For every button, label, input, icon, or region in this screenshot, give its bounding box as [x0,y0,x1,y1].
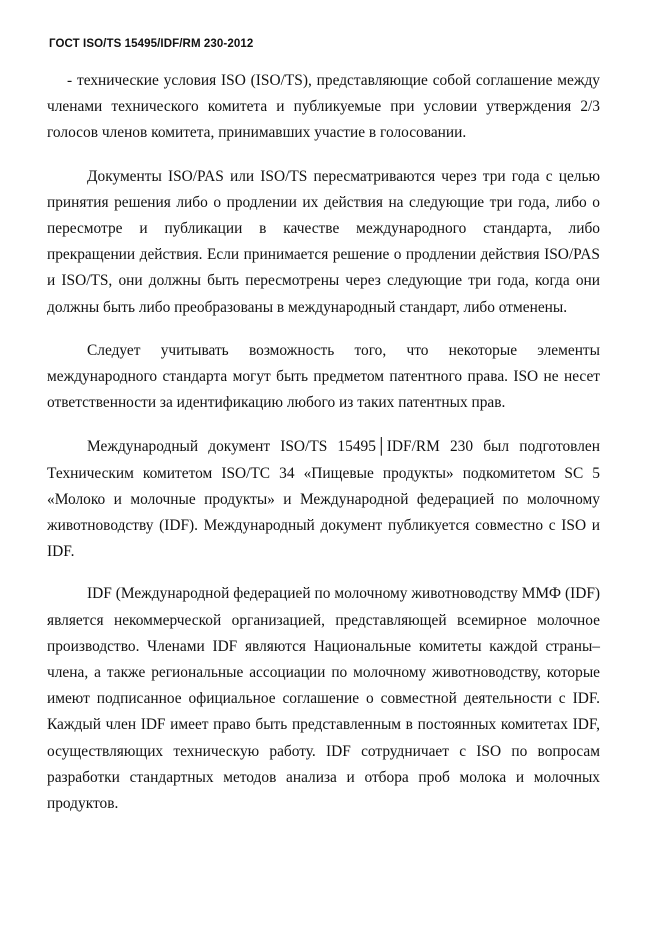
paragraph-idf-description: IDF (Международной федерацией по молочному животноводству ММФ (IDF) является некоммерческой организацией, представляющей всемирное молочное производство. Членами IDF являются Национальные комитеты каждой страны–члена, а также региональные ассоциации по молочному животноводству, которые имеют подписанное официальное соглашение о совместной деятельности с IDF. Каждый член IDF имеет право быть представленным в постоянных комитетах IDF, осуществляющих техническую работу. IDF сотрудничает с ISO по вопросам разработки стандартных методов анализа и отбора проб молока и молочных продуктов. [47,585,600,813]
document-body [47,68,600,817]
paragraph-iso-ts-definition: - технические условия ISO (ISO/TS), представляющие собой соглашение между членами технического комитета и публикуемые при условии утверждения 2/3 голосов членов комитета, принимавших участие в голосовании. [47,72,600,142]
paragraph-review-period: Документы ISO/PAS или ISO/TS пересматриваются через три года с целью принятия решения либо о продлении их действия на следующие три года, либо о пересмотре и публикации в качестве международного стандарта, либо прекращении действия. Если принимается решение о продлении действия ISO/PAS и ISO/TS, они должны быть пересмотрены через следующие три года, когда они должны быть либо преобразованы в международный стандарт, либо отменены. [47,167,600,316]
paragraph-document-preparation: Международный документ ISO/TS 15495│IDF/RM 230 был подготовлен Техническим комитетом ISO/TC 34 «Пищевые продукты» подкомитетом SC 5 «Молоко и молочные продукты» и Международной федерацией по молочному животноводству (IDF). Международный документ публикуется совместно с ISO и IDF. [47,438,600,561]
paragraph-patent-rights: Следует учитывать возможность того, что некоторые элементы международного стандарта могут быть предметом патентного права. ISO не несет ответственности за идентификацию любого из таких патентных прав. [47,341,600,412]
document-header: ГОСТ ISO/TS 15495/IDF/RM 230-2012 [49,38,254,50]
